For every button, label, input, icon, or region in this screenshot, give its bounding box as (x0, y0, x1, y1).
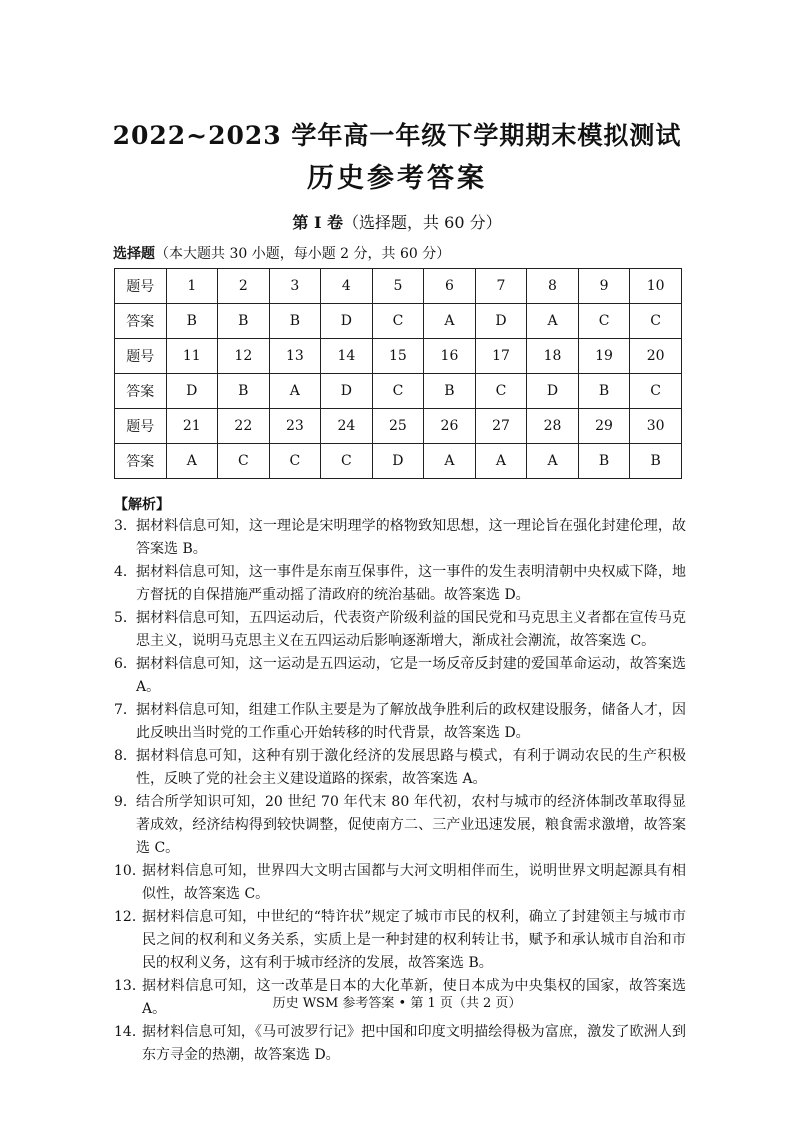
table-cell: A (475, 444, 527, 479)
table-cell: B (424, 374, 476, 409)
analysis-list (114, 515, 686, 1067)
analysis-item (114, 607, 686, 653)
item-number: 8． (114, 748, 137, 764)
table-cell: 21 (166, 409, 218, 444)
table-cell: C (372, 374, 424, 409)
table-cell: C (321, 444, 373, 479)
table-cell: 6 (424, 269, 476, 304)
row-label: 答案 (115, 374, 167, 409)
table-cell: 26 (424, 409, 476, 444)
table-row (115, 269, 682, 304)
analysis-item (114, 699, 686, 745)
item-number: 14． (114, 1024, 146, 1040)
table-cell: 18 (527, 339, 579, 374)
table-cell: B (578, 374, 630, 409)
item-text: 据材料信息可知，这一事件是东南互保事件，这一事件的发生表明清朝中央权威下降，地方督抚的自保措施严重动摇了清政府的统治基础。故答案选 D。 (136, 564, 686, 603)
item-text: 据材料信息可知，世界四大文明古国都与大河文明相伴而生，说明世界文明起源具有相似性，故答案选 C。 (142, 863, 686, 902)
table-cell: 24 (321, 409, 373, 444)
table-cell: A (527, 444, 579, 479)
item-number: 4． (114, 564, 137, 580)
item-number: 10． (114, 863, 146, 879)
analysis-item (114, 561, 686, 607)
table-cell: 11 (166, 339, 218, 374)
table-cell: D (166, 374, 218, 409)
table-cell: 25 (372, 409, 424, 444)
table-cell: 10 (630, 269, 682, 304)
table-cell: 28 (527, 409, 579, 444)
analysis-item (114, 1021, 686, 1067)
table-cell: 16 (424, 339, 476, 374)
item-text: 据材料信息可知，这一运动是五四运动，它是一场反帝反封建的爱国革命运动，故答案选 A。 (136, 656, 686, 695)
analysis-item (114, 860, 686, 906)
table-cell: 4 (321, 269, 373, 304)
table-cell: D (372, 444, 424, 479)
table-cell: 13 (269, 339, 321, 374)
table-cell: 3 (269, 269, 321, 304)
table-cell: A (166, 444, 218, 479)
table-cell: A (424, 304, 476, 339)
table-cell: 15 (372, 339, 424, 374)
table-cell: B (166, 304, 218, 339)
table-cell: 7 (475, 269, 527, 304)
table-cell: 23 (269, 409, 321, 444)
table-cell: C (475, 374, 527, 409)
table-row (115, 409, 682, 444)
analysis-heading: 【解析】 (114, 497, 170, 513)
section-label: 第 I 卷 (292, 213, 344, 232)
table-cell: 5 (372, 269, 424, 304)
table-cell: B (218, 304, 270, 339)
table-cell: 14 (321, 339, 373, 374)
analysis-item (114, 745, 686, 791)
row-label: 题号 (115, 409, 167, 444)
table-cell: A (424, 444, 476, 479)
table-row (115, 444, 682, 479)
table-cell: A (269, 374, 321, 409)
table-cell: 8 (527, 269, 579, 304)
page-subtitle: 历史参考答案 (307, 163, 487, 194)
item-number: 9． (114, 794, 137, 810)
row-label: 题号 (115, 269, 167, 304)
table-cell: B (578, 444, 630, 479)
table-row (115, 374, 682, 409)
table-cell: C (630, 304, 682, 339)
item-number: 5． (114, 610, 137, 626)
table-cell: 29 (578, 409, 630, 444)
table-cell: B (630, 444, 682, 479)
table-cell: C (630, 374, 682, 409)
item-number: 7． (114, 702, 137, 718)
table-cell: 19 (578, 339, 630, 374)
table-cell: B (218, 374, 270, 409)
choice-intro (113, 243, 450, 263)
table-cell: C (372, 304, 424, 339)
item-text: 据材料信息可知，这种有别于激化经济的发展思路与模式，有利于调动农民的生产积极性，反映了党的社会主义建设道路的探索，故答案选 A。 (136, 748, 686, 787)
item-number: 12． (114, 909, 146, 925)
section-heading (0, 210, 794, 233)
item-text: 据材料信息可知，这一改革是日本的大化革新，使日本成为中央集权的国家，故答案选 A。 (142, 978, 686, 1017)
row-label: 题号 (115, 339, 167, 374)
analysis-item (114, 653, 686, 699)
table-cell: 30 (630, 409, 682, 444)
table-cell: C (578, 304, 630, 339)
table-cell: D (475, 304, 527, 339)
analysis-item (114, 906, 686, 975)
table-cell: 27 (475, 409, 527, 444)
table-cell: D (527, 374, 579, 409)
item-number: 6． (114, 656, 137, 672)
table-cell: 17 (475, 339, 527, 374)
item-text: 据材料信息可知，《马可波罗行记》把中国和印度文明描绘得极为富庶，激发了欧洲人到东方寻金的热潮，故答案选 D。 (142, 1024, 686, 1063)
table-cell: D (321, 304, 373, 339)
table-cell: 1 (166, 269, 218, 304)
item-text: 据材料信息可知，中世纪的“特许状”规定了城市市民的权利，确立了封建领主与城市市民之间的权利和义务关系，实质上是一种封建的权利转让书，赋予和承认城市自治和市民的权利义务，这有利于城市经济的发展，故答案选 B。 (142, 909, 686, 971)
table-row (115, 304, 682, 339)
item-number: 3． (114, 518, 137, 534)
item-text: 据材料信息可知，组建工作队主要是为了解放战争胜利后的政权建设服务，储备人才，因此反映出当时党的工作重心开始转移的时代背景，故答案选 D。 (136, 702, 686, 741)
analysis-item (114, 515, 686, 561)
item-text: 结合所学知识可知，20 世纪 70 年代末 80 年代初，农村与城市的经济体制改革取得显著成效，经济结构得到较快调整，促使南方二、三产业迅速发展，粮食需求激增，故答案选 C。 (136, 794, 686, 856)
choice-intro-detail: （本大题共 30 小题，每小题 2 分，共 60 分） (155, 246, 451, 262)
page-footer: 历史 WSM 参考答案 • 第 1 页（共 2 页） (272, 996, 522, 1011)
item-text: 据材料信息可知，五四运动后，代表资产阶级利益的国民党和马克思主义者都在宣传马克思主义，说明马克思主义在五四运动后影响逐渐增大，渐成社会潮流，故答案选 C。 (136, 610, 686, 649)
page-title: 2022~2023 学年高一年级下学期期末模拟测试 (112, 121, 682, 150)
section-label-detail: （选择题，共 60 分） (343, 213, 502, 232)
item-text: 据材料信息可知，这一理论是宋明理学的格物致知思想，这一理论旨在强化封建伦理，故答案选 B。 (136, 518, 686, 557)
item-number: 13． (114, 978, 146, 994)
answer-table (114, 268, 682, 479)
table-cell: B (269, 304, 321, 339)
table-row (115, 339, 682, 374)
table-cell: 22 (218, 409, 270, 444)
row-label: 答案 (115, 304, 167, 339)
table-cell: 9 (578, 269, 630, 304)
table-cell: D (321, 374, 373, 409)
table-cell: 2 (218, 269, 270, 304)
table-cell: C (269, 444, 321, 479)
table-cell: 20 (630, 339, 682, 374)
choice-intro-label: 选择题 (113, 246, 155, 262)
row-label: 答案 (115, 444, 167, 479)
table-cell: C (218, 444, 270, 479)
table-cell: A (527, 304, 579, 339)
table-cell: 12 (218, 339, 270, 374)
analysis-item (114, 791, 686, 860)
